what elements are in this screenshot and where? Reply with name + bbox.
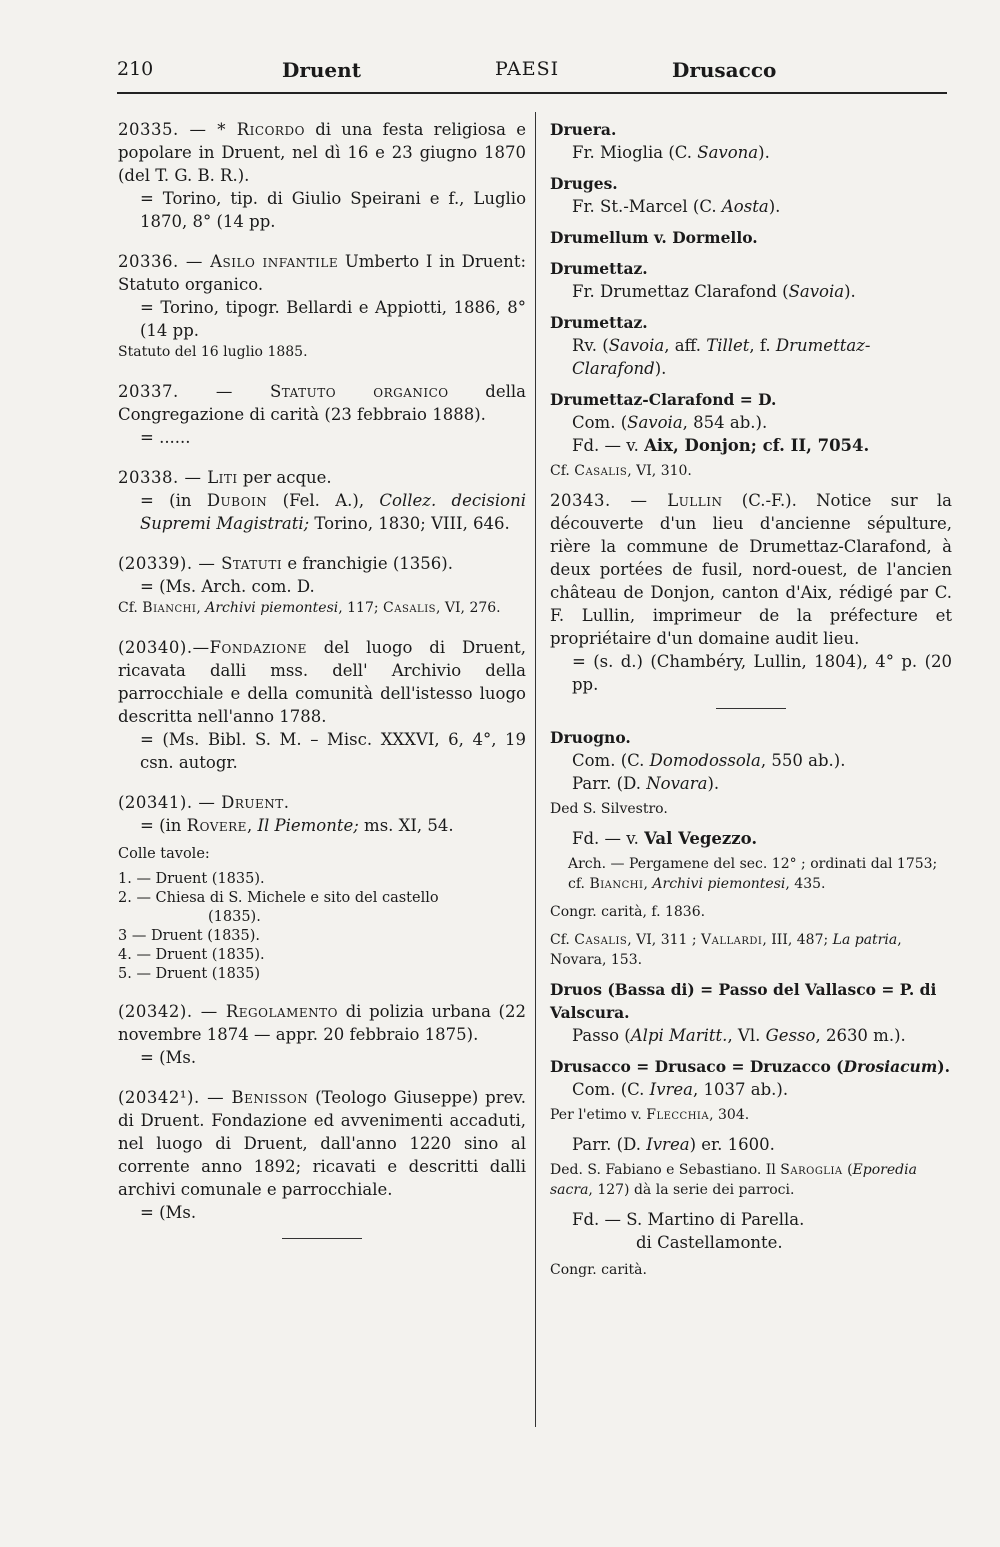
text: , Vl. [727,1026,766,1045]
entry-20340 [118,636,526,774]
province: Savoia [788,282,845,301]
text: Passo ( [572,1026,631,1045]
work-title: Collez. decisioni Supremi Magistrati; [140,491,526,533]
valley: Gesso [765,1026,816,1045]
text: Rv. ( [572,336,609,355]
right-column [550,118,952,1288]
column-divider [535,112,536,1427]
entry-20339 [118,552,526,619]
entry-head: 20335. — * Ricordo [118,120,305,139]
text: Torino, 1830; VIII, 646. [309,514,510,533]
text: Cf. [550,932,575,948]
author-name: Casalis [383,600,436,616]
province: Aosta [721,197,769,216]
text: Ded. S. Fabiano e Sebastiano. Il [550,1162,781,1178]
plates-list [118,845,526,984]
list-item: (1835). [208,909,261,925]
text: Fr. St.-Marcel (C. [572,197,722,216]
place-drusacco [550,1055,952,1280]
text: ). [707,774,720,793]
entry-head: (20339). — Statuti [118,554,283,573]
header-left-keyword: Druent [282,58,361,82]
place-druogno [550,726,952,970]
entry-head: 20337. — Statuto organico [118,382,449,401]
entry-head: 20338. — Liti [118,468,238,487]
list-item: 3 — Druent (1835). [118,928,261,944]
place-note [550,461,952,481]
text: Fr. Drumettaz Clarafond ( [572,282,789,301]
entry-20337 [118,380,526,449]
text: , 550 ab.). [760,751,846,770]
place-line [550,1133,952,1156]
place-line [550,827,952,850]
entry-imprint: = (Ms. [140,1203,197,1222]
author-name: Bianchi [142,600,197,616]
place-title: Drumettaz. [550,259,648,278]
text: Com. ( [572,413,628,432]
entry-head: (20342¹). — Benisson [118,1088,309,1107]
list-item: 1. — Druent (1835). [118,871,265,887]
text: , VI, 310. [627,463,692,479]
separator-rule [716,708,786,709]
entry-head: (20340).—Fondazione [118,638,307,657]
province: Ivrea [649,1080,694,1099]
text: , f. [749,336,776,355]
place-title: Druogno. [550,728,631,747]
entry-text: della Congregazione di carità (23 febbraio 1888). [118,382,526,424]
entry-imprint: = (Ms. Bibl. S. M. – Misc. XXXVI, 6, 4°, 19 csn. autogr. [140,730,526,772]
author-name: Casalis [574,463,628,479]
entry-20338 [118,466,526,535]
diocese: Ivrea [646,1135,690,1154]
text: ms. XI, 54. [358,816,454,835]
place-note [550,1160,952,1200]
text: , 854 ab.). [682,413,768,432]
place-line [550,141,952,164]
place-title: Druos (Bassa di) = Passo del Vallasco = P. di Valscura. [550,980,937,1022]
place-line: di Castellamonte. [636,1233,783,1252]
separator-rule [282,1238,362,1239]
entry-note: Statuto del 16 luglio 1885. [118,344,308,360]
latin-name: Drosiacum [843,1057,938,1076]
province: Domodossola [649,751,761,770]
region: Alpi Maritt. [630,1026,728,1045]
text: , VI, 311 ; [627,932,702,948]
list-item: 2. — Chiesa di S. Michele e sito del castello [118,890,439,906]
entry-text: di polizia urbana (22 novembre 1874 — appr. 20 febbraio 1875). [118,1002,526,1044]
text: , [643,876,653,892]
entry-imprint: = Torino, tip. di Giulio Speirani e f., Luglio 1870, 8° (14 pp. [140,189,526,231]
entry-imprint: = ...... [140,428,191,447]
text: , VI, 276. [436,600,501,616]
place-druges [550,172,952,218]
text: ( [842,1162,853,1178]
text: , 2630 m.). [815,1026,906,1045]
entry-text: (Teologo Giuseppe) prev. di Druent. Fondazione ed avvenimenti accaduti, nel luogo di Druent, dall'anno 1220 sino al corrente anno 1892; ricavati e descritti dalli archivi comunale e parrocchiale. [118,1088,527,1199]
cross-ref: Val Vegezzo. [644,829,758,848]
work-title: Archivi piemontesi [205,600,339,616]
place-line [550,749,952,772]
entry-20343 [550,489,952,709]
text: ). [758,143,770,162]
place-line [550,411,952,434]
text: ) er. 1600. [689,1135,775,1154]
entry-20335 [118,118,526,233]
text: Cf. [118,600,143,616]
province: Savoia [627,413,683,432]
text: ). [768,197,781,216]
author-name: Rovere [186,816,247,835]
place-line [550,772,952,795]
text: , [196,600,206,616]
text: , [246,816,258,835]
author-name: Flecchia [646,1107,710,1123]
province: Savoia [608,336,665,355]
entry-head: 20343. — Lullin [550,491,723,510]
text: Arch. — Pergamene del sec. 12° ; ordinati dal 1753; cf. [568,856,938,892]
entry-text: Umberto I in Druent: Statuto organico. [118,252,527,294]
place-ref: Drumettaz-Clarafond [572,336,871,378]
entry-text: e popolare in Druent, nel dì 16 e 23 giugno 1870 (del T. G. B. R.). [118,120,526,185]
diocese: Novara [646,774,708,793]
place-title: Drumettaz-Clarafond = D. [550,390,777,409]
author-name: Bianchi [589,876,644,892]
place-note [550,1105,952,1125]
author-name: Vallardi [701,932,763,948]
text: , aff. [664,336,707,355]
running-header [117,58,947,88]
author-name: Casalis [574,932,628,948]
place-line [550,280,952,303]
text: , 117; [338,600,384,616]
text: Parr. (D. [572,774,647,793]
entry-20342-bis [118,1086,526,1239]
place-note [550,930,952,970]
place-line: Fd. — S. Martino di Parella. [572,1210,805,1229]
place-note: Congr. carità. [550,1262,647,1278]
place-note: Congr. carità, f. 1836. [550,904,706,920]
place-line [550,334,952,380]
place-drumettaz-2 [550,311,952,380]
place-line [550,195,952,218]
entry-20341 [118,791,526,837]
header-right-keyword: Drusacco [672,58,777,82]
left-column [118,118,526,1256]
page-number: 210 [117,58,154,80]
place-title: Drumellum v. Dormello. [550,228,758,247]
header-rule [117,92,947,94]
place-line [550,1078,952,1101]
entry-imprint: = Torino, tipogr. Bellardi e Appiotti, 1886, 8° (14 pp. [140,298,526,340]
list-item: 5. — Druent (1835) [118,966,261,982]
place-line [550,1024,952,1047]
entry-20342 [118,1000,526,1069]
entry-imprint: = (Ms. Arch. com. D. [140,577,315,596]
text: Drusacco = Drusaco = Druzacco ( [550,1057,844,1076]
place-title: Druera. [550,120,617,139]
text: , Novara, 153. [550,932,902,968]
entry-text: per acque. [242,468,332,487]
entry-head: (20342). — Regolamento [118,1002,338,1021]
text: ). [844,282,856,301]
entry-text: del luogo di Druent, ricavata dalli mss. dell' Archivio della parrocchiale e della comunità dell'istesso luogo descritta nell'anno 1788. [118,638,526,726]
header-section-title: PAESI [495,58,560,80]
text: Fr. Mioglia (C. [572,143,698,162]
place-drumettaz-clarafond [550,388,952,481]
entry-text: (C.-F.). Notice sur la découverte d'un lieu d'ancienne sépulture, rière la commune de Drumettaz-Clarafond, à deux portées de fusil, nord-ouest, de l'ancien château de Donjon, canton d'Aix, rédigé par C. F. Lullin, imprimeur de la préfecture et propriétaire d'un domaine audit lieu. [550,491,953,648]
entry-imprint [118,814,526,837]
entry-imprint: = (s. d.) (Chambéry, Lullin, 1804), 4° p. (20 pp. [572,652,952,694]
text: , 127) dà la serie dei parroci. [588,1182,795,1198]
place-drumellum [550,226,952,249]
entry-imprint [118,489,526,535]
work-title: Il Piemonte; [257,816,359,835]
text: , 435. [785,876,826,892]
text: = (in [140,816,187,835]
place-title [550,1055,952,1078]
text: Per l'etimo v. [550,1107,647,1123]
text: Com. (C. [572,1080,650,1099]
work-title: Eporedia sacra [550,1162,917,1198]
entry-head: 20336. — Asilo infantile [118,252,339,271]
place-drumettaz-1 [550,257,952,303]
text: (Fel. A.), [267,491,380,510]
text: , III, 487; [762,932,833,948]
entry-text: di una festa religiosa [315,120,506,139]
province: Savona [697,143,759,162]
text: ). [654,359,667,378]
author-name: Duboin [206,491,268,510]
place-note: Ded S. Silvestro. [550,801,668,817]
text: Com. (C. [572,751,650,770]
text: = (in [140,491,207,510]
work-title: Archivi piemontesi [652,876,786,892]
entry-head: (20341). — Druent. [118,793,290,812]
list-item: 4. — Druent (1835). [118,947,265,963]
entry-text: e franchigie (1356). [287,554,453,573]
place-druera [550,118,952,164]
cross-ref: Aix, Donjon; cf. II, 7054. [644,436,870,455]
entry-20336 [118,250,526,363]
text: ). [937,1057,950,1076]
text: Fd. — v. [572,436,645,455]
place-title: Drumettaz. [550,313,648,332]
place-line [550,434,952,457]
work-title: La patria [832,932,898,948]
text: , 304. [709,1107,750,1123]
author-name: Saroglia [780,1162,843,1178]
plates-label: Colle tavole: [118,846,210,862]
entry-imprint: = (Ms. [140,1048,197,1067]
place-title: Druges. [550,174,618,193]
place-druos [550,978,952,1047]
entry-note [118,598,526,619]
text: , 1037 ab.). [693,1080,789,1099]
place-ref: Tillet [706,336,750,355]
text: Fd. — v. [572,829,645,848]
text: Cf. [550,463,575,479]
place-note [550,854,952,894]
text: Parr. (D. [572,1135,647,1154]
